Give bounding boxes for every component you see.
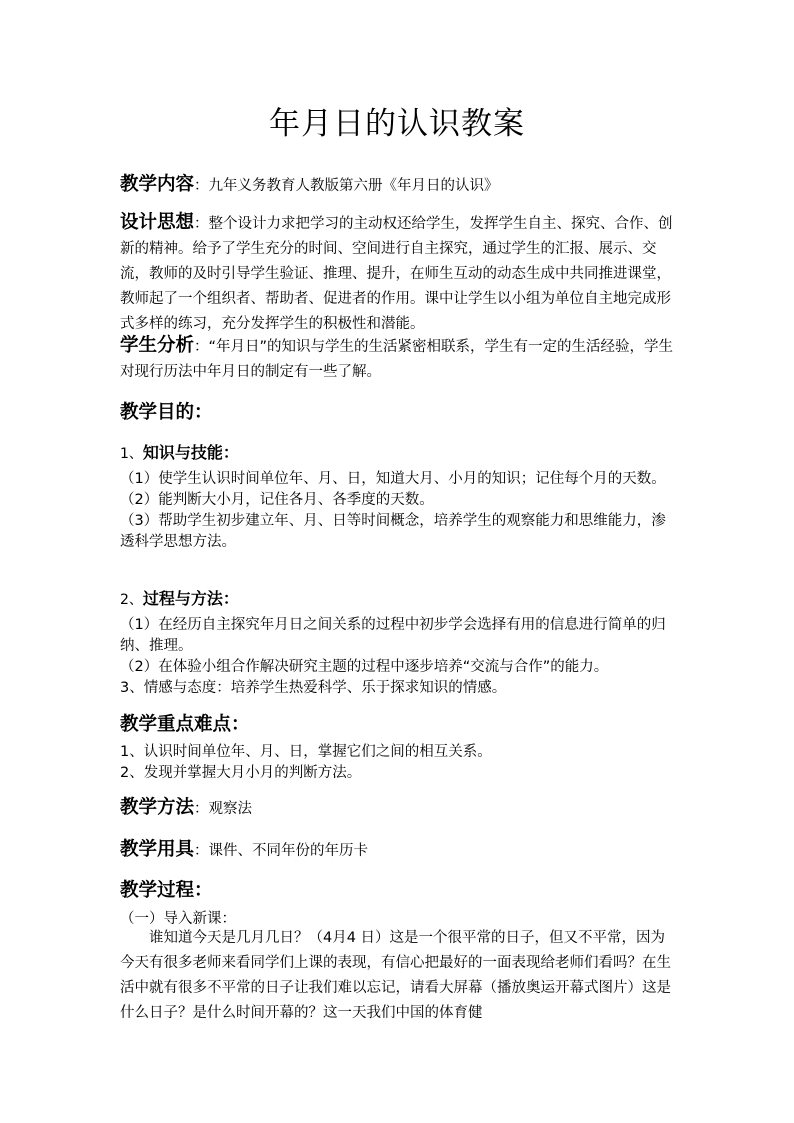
- design-section: [120, 210, 676, 337]
- keypoint-item: 1、认识时间单位年、月、日，掌握它们之间的相互关系。: [120, 744, 492, 760]
- analysis-label: 学生分析: [120, 335, 195, 356]
- knowledge-items: [120, 469, 676, 553]
- process-item: （1）在经历自主探究年月日之间关系的过程中初步学会选择有用的信息进行简单的归纳、推理。: [120, 617, 666, 654]
- analysis-section: [120, 333, 676, 385]
- process-items: [120, 615, 676, 699]
- process-title: 过程与方法：: [142, 589, 239, 608]
- process-number: 2、: [120, 592, 143, 608]
- knowledge-heading: [120, 440, 239, 463]
- keypoint-item: 2、发现并掌握大月小月的判断方法。: [120, 765, 362, 781]
- knowledge-title: 知识与技能：: [142, 443, 239, 462]
- knowledge-number: 1、: [120, 446, 143, 462]
- teaching-content-line: [120, 170, 499, 196]
- knowledge-item: （1）使学生认识时间单位年、月、日，知道大月、小月的知识；记住每个月的天数。: [120, 471, 666, 487]
- process-item: 3、情感与态度：培养学生热爱科学、乐于探求知识的情感。: [120, 680, 507, 696]
- method-text: 观察法: [208, 801, 253, 817]
- procedure-heading: 教学过程：: [120, 880, 213, 901]
- method-sep: ：: [194, 801, 209, 817]
- teaching-content-text: 九年义务教育人教版第六册《年月日的认识》: [208, 178, 499, 194]
- keypoints-heading: 教学重点难点：: [120, 714, 250, 735]
- method-label: 教学方法: [120, 797, 195, 818]
- tools-label: 教学用具: [120, 839, 195, 860]
- process-heading: [120, 586, 239, 609]
- design-label: 设计思想: [120, 212, 195, 233]
- page-title: 年月日的认识教案: [269, 106, 525, 142]
- tools-sep: ：: [194, 843, 209, 859]
- keypoints-items: [120, 742, 676, 784]
- knowledge-item: （3）帮助学生初步建立年、月、日等时间概念，培养学生的观察能力和思维能力，渗透科学思想方法。: [120, 513, 666, 550]
- design-text: 整个设计力求把学习的主动权还给学生，发挥学生自主、探究、合作、创新的精神。给予了学生充分的时间、空间进行自主探究，通过学生的汇报、展示、交流，教师的及时引导学生验证、推理、提升，在师生互动的动态生成中共同推进课堂，教师起了一个组织者、帮助者、促进者的作用。课中让学生以小组为单位自主地完成形式多样的练习，充分发挥学生的积极性和潜能。: [120, 216, 673, 332]
- method-line: [120, 793, 252, 819]
- process-item: （2）在体验小组合作解决研究主题的过程中逐步培养“交流与合作”的能力。: [120, 659, 609, 675]
- design-sep: ：: [194, 216, 209, 232]
- analysis-text: “年月日”的知识与学生的生活紧密相联系，学生有一定的生活经验，学生对现行历法中年月日的制定有一些了解。: [120, 339, 674, 380]
- knowledge-item: （2）能判断大小月，记住各月、各季度的天数。: [120, 492, 434, 508]
- teaching-content-sep: ：: [194, 178, 209, 194]
- teaching-content-label: 教学内容: [120, 174, 195, 195]
- procedure-step-1: （一）导入新课：: [120, 911, 236, 927]
- goals-heading: 教学目的：: [120, 402, 213, 423]
- tools-line: [120, 835, 368, 861]
- tools-text: 课件、不同年份的年历卡: [208, 843, 369, 859]
- analysis-sep: ：: [194, 339, 209, 355]
- procedure-text: 谁知道今天是几月几日？（4月4 日）这是一个很平常的日子，但又不平常，因为今天有很多老师来看同学们上课的表现，有信心把最好的一面表现给老师们看吗？在生活中就有很多不平常的日子让我们难以忘记，请看大屏幕（播放奥运开幕式图片）这是什么日子？是什么时间开幕的？这一天我们中国的体育健: [120, 930, 671, 1021]
